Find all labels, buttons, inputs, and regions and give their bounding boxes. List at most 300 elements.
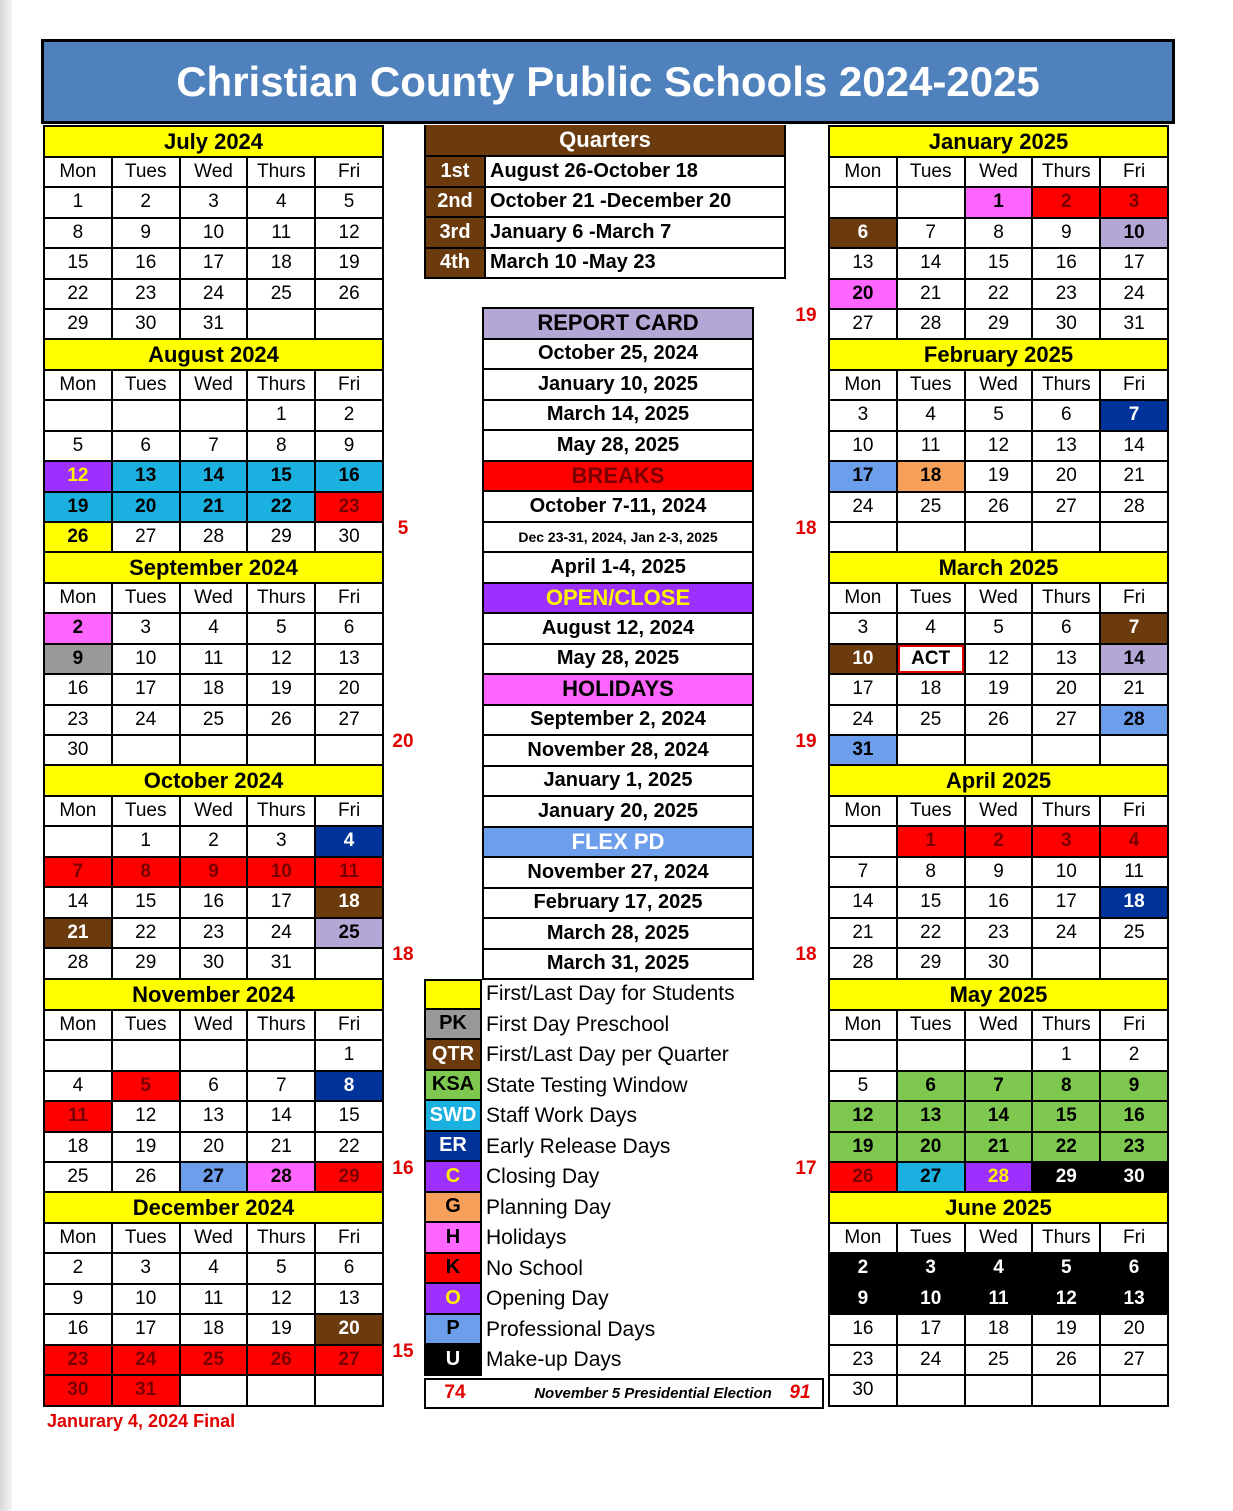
day-count: 16: [392, 1158, 414, 1179]
day-cell: 28: [181, 521, 249, 552]
day-cell: 8: [316, 1070, 384, 1101]
day-cell: 11: [248, 217, 316, 248]
day-cell: 16: [113, 247, 181, 278]
day-cell: 3: [113, 612, 181, 643]
weekday-header: Thurs: [1033, 582, 1101, 613]
day-cell: 23: [1033, 278, 1101, 309]
day-count: 18: [392, 944, 414, 965]
legend-swatch: C: [424, 1162, 482, 1193]
day-cell: 3: [898, 1252, 966, 1283]
day-cell: 1: [898, 825, 966, 856]
day-cell: [45, 1039, 113, 1070]
weekday-header: Thurs: [248, 1222, 316, 1253]
day-cell: 9: [1033, 217, 1101, 248]
quarter-row: [426, 155, 784, 186]
day-cell: 13: [1033, 430, 1101, 461]
day-cell: [113, 399, 181, 430]
key-date: January 20, 2025: [484, 795, 752, 826]
day-cell: 18: [898, 673, 966, 704]
day-cell: 6: [1033, 399, 1101, 430]
day-cell: [1101, 521, 1169, 552]
weekday-header: Mon: [45, 1222, 113, 1253]
day-cell: 9: [316, 430, 384, 461]
day-cell: 19: [248, 673, 316, 704]
day-cell: 29: [45, 308, 113, 339]
day-cell: 15: [45, 247, 113, 278]
day-cell: 18: [898, 460, 966, 491]
day-cell: 3: [1033, 825, 1101, 856]
day-cell: 22: [966, 278, 1034, 309]
day-cell: [966, 1039, 1034, 1070]
day-cell: 27: [316, 704, 384, 735]
month-grid: [828, 795, 1169, 980]
day-cell: 4: [248, 186, 316, 217]
weekday-header: Tues: [113, 1009, 181, 1040]
legend-label: Closing Day: [486, 1165, 600, 1189]
day-cell: 14: [1101, 643, 1169, 674]
month-grid: [43, 1222, 384, 1407]
day-cell: 27: [113, 521, 181, 552]
day-cell: 4: [316, 825, 384, 856]
day-cell: 12: [248, 643, 316, 674]
day-cell: 17: [113, 1313, 181, 1344]
day-cell: 8: [45, 217, 113, 248]
day-cell: 4: [966, 1252, 1034, 1283]
day-cell: 14: [45, 886, 113, 917]
weekday-header: Mon: [45, 795, 113, 826]
day-cell: [248, 308, 316, 339]
day-cell: 1: [45, 186, 113, 217]
day-cell: 6: [898, 1070, 966, 1101]
day-cell: 26: [248, 704, 316, 735]
key-date: March 31, 2025: [484, 948, 752, 979]
day-cell: 15: [1033, 1100, 1101, 1131]
weekday-header: Tues: [113, 1222, 181, 1253]
day-cell: 22: [45, 278, 113, 309]
weekday-header: Tues: [898, 369, 966, 400]
day-cell: 29: [898, 947, 966, 978]
calendar-sheet: [40, 38, 1176, 1410]
weekday-header: Wed: [966, 795, 1034, 826]
day-cell: 19: [248, 1313, 316, 1344]
month-5: [43, 1191, 384, 1407]
weekday-header: Wed: [181, 369, 249, 400]
day-cell: 24: [113, 1344, 181, 1375]
election-note: November 5 Presidential Election: [534, 1384, 772, 1402]
day-cell: [898, 734, 966, 765]
legend-swatch: PK: [424, 1010, 482, 1041]
day-cell: 16: [830, 1313, 898, 1344]
legend-item: [424, 1132, 824, 1163]
legend-item: [424, 1101, 824, 1132]
day-cell: 21: [898, 278, 966, 309]
day-cell: 16: [181, 886, 249, 917]
weekday-header: Fri: [316, 1009, 384, 1040]
legend-item: [424, 1223, 824, 1254]
day-cell: 27: [181, 1161, 249, 1192]
legend-swatch: P: [424, 1315, 482, 1346]
day-cell: 29: [248, 521, 316, 552]
day-cell: 3: [830, 612, 898, 643]
day-cell: 14: [181, 460, 249, 491]
day-count: 18: [795, 518, 817, 539]
day-cell: 15: [966, 247, 1034, 278]
legend-item: [424, 1315, 824, 1346]
weekday-header: Thurs: [248, 582, 316, 613]
weekday-header: Mon: [830, 1009, 898, 1040]
day-cell: [1033, 734, 1101, 765]
day-cell: 13: [1101, 1283, 1169, 1314]
day-cell: 19: [830, 1131, 898, 1162]
legend-label: No School: [486, 1256, 583, 1280]
day-cell: 10: [830, 430, 898, 461]
key-date: November 27, 2024: [484, 856, 752, 887]
legend-label: Holidays: [486, 1226, 567, 1250]
day-cell: 19: [316, 247, 384, 278]
day-cell: 12: [966, 643, 1034, 674]
legend-label: State Testing Window: [486, 1073, 688, 1097]
day-cell: [248, 1039, 316, 1070]
day-cell: 25: [181, 1344, 249, 1375]
day-cell: 3: [830, 399, 898, 430]
day-cell: 11: [898, 430, 966, 461]
weekday-header: Mon: [830, 795, 898, 826]
weekday-header: Tues: [898, 1009, 966, 1040]
weekday-header: Tues: [898, 582, 966, 613]
day-cell: 25: [248, 278, 316, 309]
month-title: July 2024: [43, 125, 384, 156]
day-cell: 26: [45, 521, 113, 552]
day-cell: 23: [966, 917, 1034, 948]
day-cell: 23: [830, 1344, 898, 1375]
legend-label: Professional Days: [486, 1317, 656, 1341]
day-cell: 3: [248, 825, 316, 856]
day-cell: 15: [898, 886, 966, 917]
day-cell: 20: [181, 1131, 249, 1162]
day-cell: 8: [248, 430, 316, 461]
day-cell: 4: [45, 1070, 113, 1101]
weekday-header: Wed: [181, 1009, 249, 1040]
day-cell: [248, 734, 316, 765]
day-cell: 4: [898, 612, 966, 643]
day-cell: 22: [316, 1131, 384, 1162]
day-cell: 28: [45, 947, 113, 978]
day-cell: 24: [248, 917, 316, 948]
day-cell: 2: [113, 186, 181, 217]
day-cell: 20: [316, 673, 384, 704]
legend-swatch: K: [424, 1254, 482, 1285]
month-11: [828, 1191, 1169, 1407]
day-cell: 26: [966, 704, 1034, 735]
key-date: April 1-4, 2025: [484, 551, 752, 582]
day-cell: 31: [181, 308, 249, 339]
day-cell: 21: [966, 1131, 1034, 1162]
weekday-header: Fri: [316, 582, 384, 613]
day-cell: 25: [898, 491, 966, 522]
day-cell: 25: [181, 704, 249, 735]
day-cell: 2: [316, 399, 384, 430]
day-cell: 22: [113, 917, 181, 948]
day-cell: 6: [181, 1070, 249, 1101]
second-semester-total: 91: [789, 1382, 811, 1403]
legend-item: [424, 1010, 824, 1041]
month-1: [43, 338, 384, 554]
day-cell: 31: [248, 947, 316, 978]
weekday-header: Thurs: [248, 156, 316, 187]
day-cell: 25: [316, 917, 384, 948]
day-cell: 12: [316, 217, 384, 248]
day-cell: 8: [1033, 1070, 1101, 1101]
day-cell: 17: [1101, 247, 1169, 278]
month-title: April 2025: [828, 764, 1169, 795]
day-cell: 4: [181, 1252, 249, 1283]
day-cell: 30: [316, 521, 384, 552]
day-cell: 20: [830, 278, 898, 309]
month-6: [828, 125, 1169, 341]
weekday-header: Fri: [316, 369, 384, 400]
weekday-header: Mon: [830, 156, 898, 187]
month-7: [828, 338, 1169, 554]
legend-label: First/Last Day per Quarter: [486, 1043, 729, 1067]
day-cell: [966, 1374, 1034, 1405]
day-cell: 14: [248, 1100, 316, 1131]
weekday-header: Fri: [1101, 1009, 1169, 1040]
weekday-header: Mon: [830, 369, 898, 400]
day-cell: 9: [181, 856, 249, 887]
day-cell: 24: [830, 704, 898, 735]
weekday-header: Tues: [113, 156, 181, 187]
month-0: [43, 125, 384, 341]
page-shadow: [0, 0, 12, 1511]
day-cell: 26: [316, 278, 384, 309]
day-cell: 17: [1033, 886, 1101, 917]
day-cell: 11: [45, 1100, 113, 1131]
day-cell: [830, 825, 898, 856]
day-cell: 21: [1101, 460, 1169, 491]
weekday-header: Tues: [898, 1222, 966, 1253]
day-cell: 10: [181, 217, 249, 248]
day-cell: 5: [113, 1070, 181, 1101]
key-date: Dec 23-31, 2024, Jan 2-3, 2025: [484, 521, 752, 552]
day-cell: 2: [45, 612, 113, 643]
key-date: January 10, 2025: [484, 368, 752, 399]
weekday-header: Thurs: [1033, 1222, 1101, 1253]
day-cell: [898, 1039, 966, 1070]
quarters-table: [424, 125, 786, 279]
legend-item: [424, 1193, 824, 1224]
weekday-header: Fri: [316, 795, 384, 826]
month-grid: [828, 582, 1169, 767]
day-cell: 8: [966, 217, 1034, 248]
day-count: 20: [392, 731, 414, 752]
legend-swatch: QTR: [424, 1040, 482, 1071]
day-cell: 2: [966, 825, 1034, 856]
day-cell: 10: [248, 856, 316, 887]
day-cell: 8: [113, 856, 181, 887]
day-cell: [1101, 1374, 1169, 1405]
day-cell: 12: [830, 1100, 898, 1131]
section-header: REPORT CARD: [484, 307, 752, 338]
day-cell: 5: [966, 612, 1034, 643]
day-cell: 10: [113, 643, 181, 674]
day-cell: 19: [113, 1131, 181, 1162]
day-cell: 31: [113, 1374, 181, 1405]
day-cell: 22: [248, 491, 316, 522]
day-cell: 23: [45, 704, 113, 735]
day-cell: 28: [966, 1161, 1034, 1192]
key-date: February 17, 2025: [484, 887, 752, 918]
day-cell: 1: [1033, 1039, 1101, 1070]
day-cell: 20: [898, 1131, 966, 1162]
day-cell: 24: [113, 704, 181, 735]
day-cell: 26: [966, 491, 1034, 522]
day-cell: [181, 734, 249, 765]
day-count: 15: [392, 1341, 414, 1362]
day-cell: 26: [248, 1344, 316, 1375]
day-cell: 6: [1101, 1252, 1169, 1283]
day-cell: 7: [248, 1070, 316, 1101]
day-cell: 25: [45, 1161, 113, 1192]
day-cell: 18: [45, 1131, 113, 1162]
weekday-header: Mon: [830, 1222, 898, 1253]
legend-item: [424, 1345, 824, 1376]
month-title: January 2025: [828, 125, 1169, 156]
day-cell: 11: [966, 1283, 1034, 1314]
weekday-header: Fri: [1101, 582, 1169, 613]
weekday-header: Thurs: [1033, 156, 1101, 187]
weekday-header: Thurs: [1033, 795, 1101, 826]
day-cell: 15: [316, 1100, 384, 1131]
day-cell: 5: [1033, 1252, 1101, 1283]
day-cell: [1033, 521, 1101, 552]
day-cell: 30: [45, 734, 113, 765]
day-cell: 21: [181, 491, 249, 522]
day-cell: 13: [316, 643, 384, 674]
day-cell: 14: [1101, 430, 1169, 461]
day-cell: 15: [248, 460, 316, 491]
day-cell: 6: [316, 1252, 384, 1283]
weekday-header: Wed: [181, 582, 249, 613]
month-2: [43, 551, 384, 767]
weekday-header: Mon: [45, 156, 113, 187]
quarter-dates: August 26-October 18: [490, 159, 698, 182]
day-cell: 30: [45, 1374, 113, 1405]
day-cell: 30: [1101, 1161, 1169, 1192]
day-cell: 7: [1101, 612, 1169, 643]
day-cell: 6: [1033, 612, 1101, 643]
quarter-number: 2nd: [426, 188, 486, 217]
day-cell: 14: [966, 1100, 1034, 1131]
day-cell: 25: [1101, 917, 1169, 948]
day-cell: 1: [966, 186, 1034, 217]
day-cell: 10: [830, 643, 898, 674]
day-cell: 23: [45, 1344, 113, 1375]
weekday-header: Fri: [316, 156, 384, 187]
day-cell: 5: [45, 430, 113, 461]
day-cell: 17: [248, 886, 316, 917]
legend-label: Early Release Days: [486, 1134, 671, 1158]
day-cell: 1: [113, 825, 181, 856]
day-cell: 20: [316, 1313, 384, 1344]
weekday-header: Tues: [113, 369, 181, 400]
key-date: August 12, 2024: [484, 612, 752, 643]
quarter-number: 4th: [426, 249, 486, 278]
day-cell: 18: [316, 886, 384, 917]
footer-row: [424, 1378, 824, 1409]
day-cell: 9: [966, 856, 1034, 887]
day-cell: 9: [1101, 1070, 1169, 1101]
day-cell: 27: [898, 1161, 966, 1192]
month-title: June 2025: [828, 1191, 1169, 1222]
day-cell: [181, 1039, 249, 1070]
day-cell: [898, 521, 966, 552]
day-cell: 24: [830, 491, 898, 522]
day-cell: 18: [1101, 886, 1169, 917]
weekday-header: Thurs: [248, 1009, 316, 1040]
day-cell: 30: [830, 1374, 898, 1405]
legend-swatch: G: [424, 1193, 482, 1224]
day-cell: 26: [1033, 1344, 1101, 1375]
weekday-header: Wed: [181, 795, 249, 826]
day-cell: 5: [248, 612, 316, 643]
legend-label: Make-up Days: [486, 1348, 622, 1372]
day-cell: 11: [316, 856, 384, 887]
day-cell: 29: [966, 308, 1034, 339]
quarter-row: [426, 216, 784, 247]
weekday-header: Tues: [113, 582, 181, 613]
day-cell: 27: [1033, 704, 1101, 735]
legend-swatch: SWD: [424, 1101, 482, 1132]
day-cell: [316, 1374, 384, 1405]
month-10: [828, 978, 1169, 1194]
day-cell: 27: [1101, 1344, 1169, 1375]
day-cell: 14: [898, 247, 966, 278]
day-cell: 2: [45, 1252, 113, 1283]
day-cell: 18: [181, 1313, 249, 1344]
day-cell: 16: [45, 673, 113, 704]
section-header: BREAKS: [484, 460, 752, 491]
day-cell: 25: [898, 704, 966, 735]
quarter-row: [426, 247, 784, 278]
day-cell: [316, 308, 384, 339]
day-cell: 25: [966, 1344, 1034, 1375]
day-cell: 4: [181, 612, 249, 643]
day-cell: 20: [1033, 460, 1101, 491]
day-cell: 7: [1101, 399, 1169, 430]
day-cell: 10: [113, 1283, 181, 1314]
month-grid: [43, 795, 384, 980]
day-cell: 12: [248, 1283, 316, 1314]
day-cell: 28: [898, 308, 966, 339]
day-cell: 13: [181, 1100, 249, 1131]
key-date: January 1, 2025: [484, 765, 752, 796]
day-count: 19: [795, 305, 817, 326]
day-cell: 9: [45, 643, 113, 674]
day-cell: 3: [113, 1252, 181, 1283]
day-count: 18: [795, 944, 817, 965]
day-cell: [1033, 947, 1101, 978]
day-cell: 24: [898, 1344, 966, 1375]
day-cell: 30: [1033, 308, 1101, 339]
day-cell: [45, 399, 113, 430]
key-date: March 14, 2025: [484, 399, 752, 430]
month-grid: [828, 369, 1169, 554]
legend-swatch: O: [424, 1284, 482, 1315]
legend-item: [424, 1162, 824, 1193]
key-date: March 28, 2025: [484, 917, 752, 948]
day-cell: 13: [316, 1283, 384, 1314]
key-date: September 2, 2024: [484, 704, 752, 735]
